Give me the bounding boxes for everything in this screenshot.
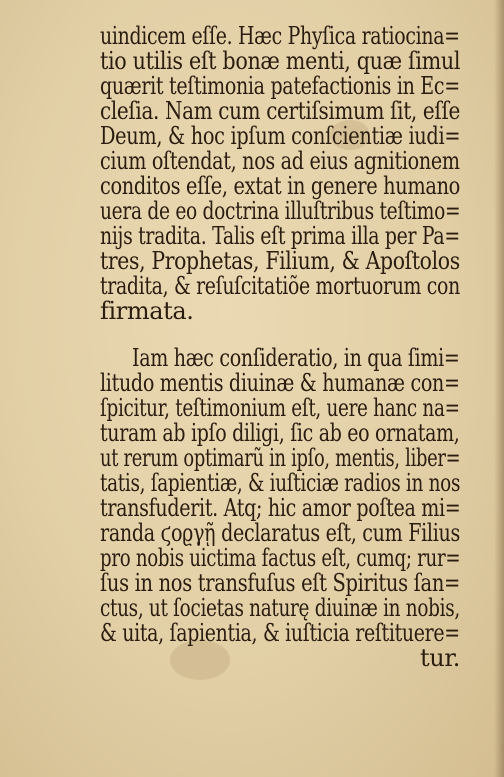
text-line-last: tur. xyxy=(420,644,460,672)
page-edge-shadow xyxy=(494,0,504,777)
text-line: transfuderit. Atq; hic amor poſtea mi= xyxy=(100,494,461,522)
text-line: & uita, ſapientia, & iuſticia reſtituere= xyxy=(100,619,460,647)
text-line: ut rerum optimarũ in ipſo, mentis, liber= xyxy=(100,444,461,472)
text-line: randa ϛοϱγῇ declaratus eſt, cum Filius xyxy=(100,519,460,547)
text-line: ſus in nos transfuſus eſt Spiritus ſan= xyxy=(100,569,461,597)
text-line: Deum, & hoc ipſum conſcientiæ iudi= xyxy=(100,122,461,150)
text-line: uera de eo doctrina illuſtribus teſtimo= xyxy=(100,197,461,225)
text-line: cium oſtendat, nos ad eius agnitionem xyxy=(100,147,460,175)
text-line: tradita, & reſuſcitatiõe mortuorum con xyxy=(100,272,460,300)
text-line: ctus, ut ſocietas naturę diuinæ in nobis, xyxy=(100,594,460,622)
text-line: litudo mentis diuinæ & humanæ con= xyxy=(100,369,460,397)
text-line: turam ab ipſo diligi, ſic ab eo ornatam, xyxy=(100,419,460,447)
text-line: nijs tradita. Talis eſt prima illa per Pa= xyxy=(100,222,460,250)
text-line: tatis, ſapientiæ, & iuſticiæ radios in nos xyxy=(100,469,461,497)
text-line: uindicem eſſe. Hæc Phyſica ratiocina= xyxy=(100,22,460,50)
text-line: ſpicitur, teſtimonium eſt, uere hanc na= xyxy=(100,394,460,422)
text-line: Iam hæc conſideratio, in qua ſimi= xyxy=(132,344,460,372)
text-line: pro nobis uictima factus eſt, cumq; rur= xyxy=(100,544,461,572)
text-line: tio utilis eſt bonæ menti, quæ ſimul xyxy=(100,47,461,75)
text-line: cleſia. Nam cum certiſsimum ſit, eſſe xyxy=(100,97,460,125)
text-line: conditos eſſe, extat in genere humano xyxy=(100,172,460,200)
text-line: firmata. xyxy=(100,297,194,325)
text-line: quærit teſtimonia patefactionis in Ec= xyxy=(100,72,460,100)
text-line: tres, Prophetas, Filium, & Apoſtolos xyxy=(100,247,460,275)
